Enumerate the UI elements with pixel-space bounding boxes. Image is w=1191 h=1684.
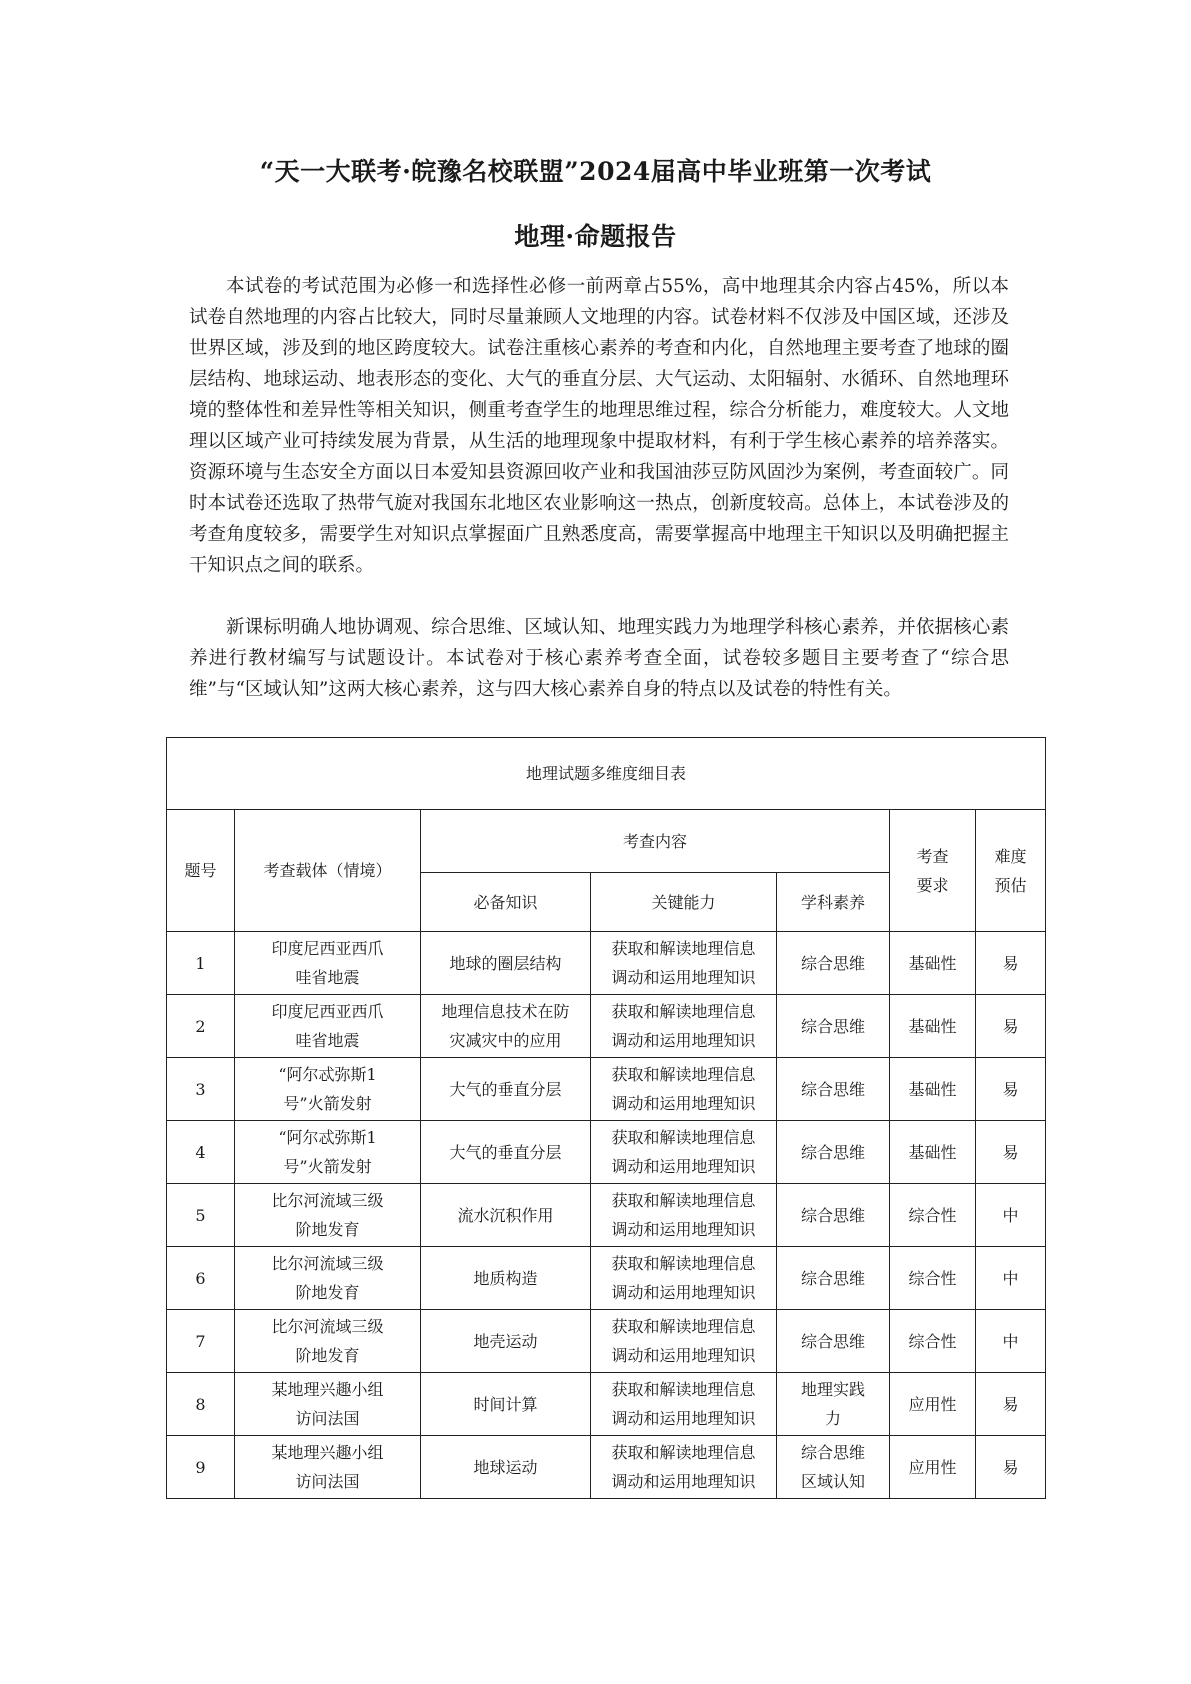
cell-no-text: 9 [195,1457,206,1477]
cell-literacy [777,1121,890,1184]
header-knowledge: 必备知识 [421,873,591,932]
cell-carrier [235,1247,421,1310]
cell-knowledge-text: 流水沉积作用 [457,1205,554,1225]
cell-requirement [890,1184,976,1247]
cell-carrier [235,1121,421,1184]
cell-ability [591,1310,777,1373]
cell-literacy-text: 综合思维区域认知 [800,1443,865,1491]
cell-carrier-text: “阿尔忒弥斯1号”火箭发射 [278,1065,377,1113]
cell-knowledge-text: 地壳运动 [473,1331,538,1351]
cell-ability [591,1247,777,1310]
cell-requirement [890,1310,976,1373]
cell-carrier-text: 某地理兴趣小组访问法国 [271,1443,384,1491]
cell-ability [591,995,777,1058]
table-row [167,932,1046,995]
cell-difficulty [976,1373,1046,1436]
cell-difficulty-text: 易 [1002,1142,1019,1162]
cell-knowledge [421,1121,591,1184]
header-literacy: 学科素养 [777,873,890,932]
cell-difficulty [976,1121,1046,1184]
cell-no [167,1058,235,1121]
cell-no-text: 4 [195,1142,206,1162]
cell-no [167,995,235,1058]
cell-carrier-text: 比尔河流域三级阶地发育 [271,1191,384,1239]
cell-ability [591,1058,777,1121]
cell-carrier [235,932,421,995]
cell-no-text: 3 [195,1079,206,1099]
cell-no-text: 6 [195,1268,206,1288]
cell-no [167,1373,235,1436]
cell-requirement-text: 基础性 [908,1079,957,1099]
header-difficulty: 难度预估 [976,810,1046,932]
cell-carrier [235,1184,421,1247]
cell-no [167,1436,235,1499]
cell-requirement [890,932,976,995]
cell-literacy [777,1247,890,1310]
cell-ability-text: 获取和解读地理信息调动和运用地理知识 [611,939,756,987]
cell-requirement [890,1058,976,1121]
cell-carrier-text: 某地理兴趣小组访问法国 [271,1380,384,1428]
cell-difficulty-text: 易 [1002,953,1019,973]
table-row [167,1058,1046,1121]
cell-literacy [777,932,890,995]
cell-ability [591,1436,777,1499]
cell-no [167,1121,235,1184]
table-caption: 地理试题多维度细目表 [167,738,1046,810]
cell-difficulty [976,1310,1046,1373]
cell-ability-text: 获取和解读地理信息调动和运用地理知识 [611,1317,756,1365]
cell-difficulty-text: 中 [1002,1205,1019,1225]
cell-requirement [890,995,976,1058]
table-row [167,1436,1046,1499]
table-row [167,1373,1046,1436]
cell-knowledge [421,1310,591,1373]
cell-no-text: 5 [195,1205,206,1225]
cell-requirement-text: 基础性 [908,1016,957,1036]
cell-requirement [890,1373,976,1436]
table-row [167,1184,1046,1247]
cell-carrier-text: 比尔河流域三级阶地发育 [271,1254,384,1302]
intro-paragraph-1: 本试卷的考试范围为必修一和选择性必修一前两章占55%，高中地理其余内容占45%，所以本试卷自然地理的内容占比较大，同时尽量兼顾人文地理的内容。试卷材料不仅涉及中国区域，还涉及世界区域，涉及到的地区跨度较大。试卷注重核心素养的考查和内化，自然地理主要考查了地球的圈层结构、地球运动、地表形态的变化、大气的垂直分层、大气运动、太阳辐射、水循环、自然地理环境的整体性和差异性等相关知识，侧重考查学生的地理思维过程，综合分析能力，难度较大。人文地理以区域产业可持续发展为背景，从生活的地理现象中提取材料，有利于学生核心素养的培养落实。资源环境与生态安全方面以日本爱知县资源回收产业和我国油莎豆防风固沙为案例，考查面较广。同时本试卷还选取了热带气旋对我国东北地区农业影响这一热点，创新度较高。总体上，本试卷涉及的考查角度较多，需要学生对知识点掌握面广且熟悉度高，需要掌握高中地理主干知识以及明确把握主干知识点之间的联系。 [189,276,1009,576]
cell-difficulty [976,1184,1046,1247]
cell-carrier-text: 比尔河流域三级阶地发育 [271,1317,384,1365]
cell-ability [591,932,777,995]
cell-literacy [777,1373,890,1436]
cell-difficulty [976,1058,1046,1121]
header-content: 考查内容 [421,810,890,873]
cell-carrier [235,1058,421,1121]
cell-literacy [777,1184,890,1247]
cell-no-text: 8 [195,1394,206,1414]
cell-knowledge [421,1184,591,1247]
header-ability: 关键能力 [591,873,777,932]
table-row [167,1247,1046,1310]
cell-difficulty-text: 易 [1002,1394,1019,1414]
cell-difficulty [976,1436,1046,1499]
document-subtitle: 地理·命题报告 [514,222,677,251]
cell-difficulty [976,932,1046,995]
spec-table [166,737,1046,1499]
cell-carrier-text: 印度尼西亚西爪哇省地震 [271,939,384,987]
cell-requirement-text: 综合性 [908,1205,957,1225]
cell-difficulty-text: 易 [1002,1079,1019,1099]
cell-knowledge-text: 地理信息技术在防灾减灾中的应用 [441,1002,570,1050]
cell-requirement [890,1247,976,1310]
cell-difficulty-text: 易 [1002,1016,1019,1036]
cell-requirement-text: 综合性 [908,1331,957,1351]
cell-literacy-text: 综合思维 [800,1079,865,1099]
cell-knowledge-text: 地质构造 [473,1268,538,1288]
cell-ability [591,1373,777,1436]
cell-carrier [235,1373,421,1436]
cell-literacy-text: 地理实践力 [800,1380,865,1428]
cell-ability-text: 获取和解读地理信息调动和运用地理知识 [611,1191,756,1239]
cell-literacy [777,1058,890,1121]
cell-ability-text: 获取和解读地理信息调动和运用地理知识 [611,1002,756,1050]
cell-knowledge [421,1247,591,1310]
cell-no [167,1247,235,1310]
cell-no-text: 7 [195,1331,206,1351]
cell-knowledge [421,1373,591,1436]
table-row [167,1310,1046,1373]
cell-difficulty-text: 中 [1002,1331,1019,1351]
header-requirement: 考查要求 [890,810,976,932]
cell-requirement [890,1121,976,1184]
cell-literacy-text: 综合思维 [800,1142,865,1162]
cell-requirement-text: 应用性 [908,1394,957,1414]
cell-literacy [777,1310,890,1373]
cell-requirement-text: 综合性 [908,1268,957,1288]
cell-difficulty [976,995,1046,1058]
cell-ability [591,1121,777,1184]
cell-literacy [777,995,890,1058]
cell-ability-text: 获取和解读地理信息调动和运用地理知识 [611,1065,756,1113]
cell-literacy-text: 综合思维 [800,1331,865,1351]
cell-ability-text: 获取和解读地理信息调动和运用地理知识 [611,1128,756,1176]
cell-requirement-text: 基础性 [908,1142,957,1162]
cell-carrier-text: 印度尼西亚西爪哇省地震 [271,1002,384,1050]
cell-ability-text: 获取和解读地理信息调动和运用地理知识 [611,1254,756,1302]
cell-difficulty-text: 易 [1002,1457,1019,1477]
cell-ability-text: 获取和解读地理信息调动和运用地理知识 [611,1443,756,1491]
cell-literacy [777,1436,890,1499]
cell-knowledge [421,932,591,995]
cell-no-text: 2 [195,1016,206,1036]
cell-literacy-text: 综合思维 [800,1205,865,1225]
cell-no [167,1310,235,1373]
cell-requirement-text: 基础性 [908,953,957,973]
cell-carrier-text: “阿尔忒弥斯1号”火箭发射 [278,1128,377,1176]
cell-carrier [235,1310,421,1373]
cell-difficulty [976,1247,1046,1310]
cell-knowledge-text: 时间计算 [473,1394,538,1414]
cell-no [167,932,235,995]
cell-requirement [890,1436,976,1499]
cell-knowledge [421,1058,591,1121]
cell-difficulty-text: 中 [1002,1268,1019,1288]
cell-no-text: 1 [195,953,206,973]
header-no: 题号 [167,810,235,932]
cell-literacy-text: 综合思维 [800,1268,865,1288]
cell-no [167,1184,235,1247]
cell-knowledge-text: 大气的垂直分层 [449,1079,562,1099]
cell-knowledge-text: 大气的垂直分层 [449,1142,562,1162]
intro-paragraph-2: 新课标明确人地协调观、综合思维、区域认知、地理实践力为地理学科核心素养，并依据核心素养进行教材编写与试题设计。本试卷对于核心素养考查全面，试卷较多题目主要考查了“综合思维”与“区域认知”这两大核心素养，这与四大核心素养自身的特点以及试卷的特性有关。 [189,617,1009,700]
cell-requirement-text: 应用性 [908,1457,957,1477]
table-row [167,995,1046,1058]
cell-ability [591,1184,777,1247]
document-title: “天一大联考·皖豫名校联盟”2024届高中毕业班第一次考试 [259,157,932,186]
cell-knowledge [421,1436,591,1499]
cell-literacy-text: 综合思维 [800,1016,865,1036]
cell-knowledge-text: 地球运动 [473,1457,538,1477]
cell-knowledge-text: 地球的圈层结构 [449,953,562,973]
table-row [167,1121,1046,1184]
cell-carrier [235,1436,421,1499]
cell-ability-text: 获取和解读地理信息调动和运用地理知识 [611,1380,756,1428]
cell-carrier [235,995,421,1058]
cell-literacy-text: 综合思维 [800,953,865,973]
header-carrier: 考查载体（情境） [235,810,421,932]
cell-knowledge [421,995,591,1058]
